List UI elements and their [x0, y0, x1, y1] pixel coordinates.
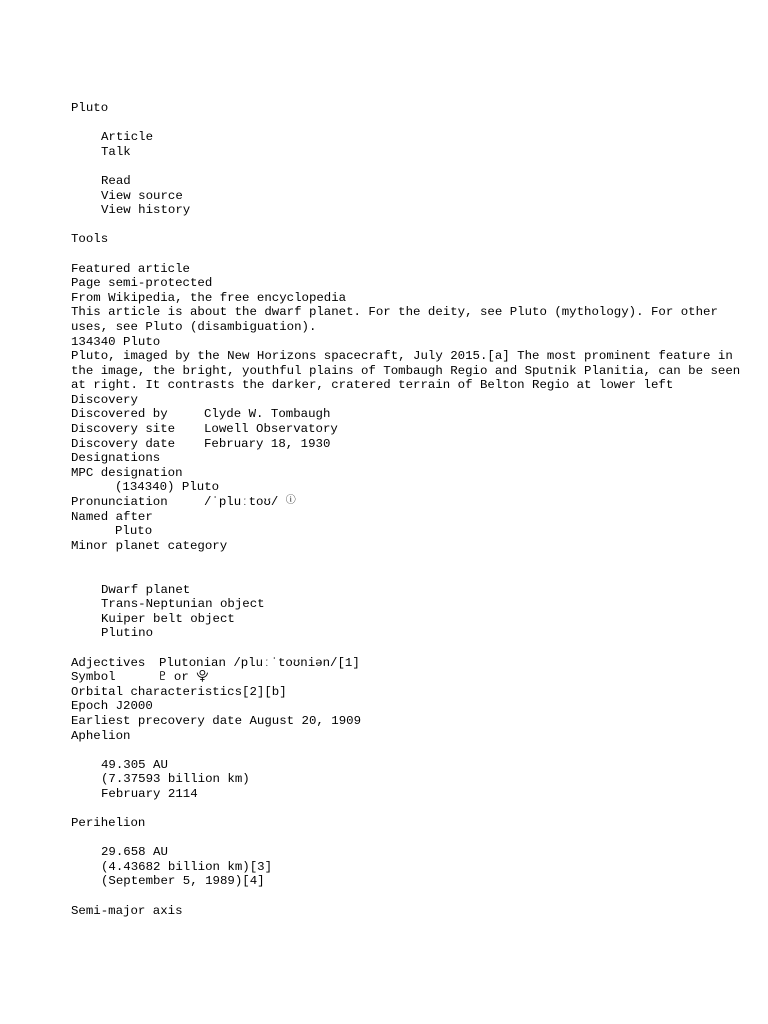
perihelion-label[interactable]: Perihelion [71, 816, 146, 831]
tab-read[interactable]: Read [101, 173, 131, 188]
mpc-designation-value: (134340) Pluto [115, 480, 220, 495]
tab-view-history[interactable]: View history [101, 203, 191, 218]
infobox-image-caption: Pluto, imaged by the New Horizons spacecraft, July 2015.[a] The most prominent feature in the image, the bright, youthful plains of Tombaugh Regio and Sputnik Planitia, can be seen at right. It contrasts the darker, cratered terrain of Belton Regio at lower left [71, 349, 741, 393]
discovered-by-row [71, 407, 741, 422]
pronunciation-value[interactable]: /ˈpluːtoʊ/ [204, 495, 279, 510]
minor-planet-category-item[interactable]: Trans-Neptunian object [101, 597, 265, 612]
precovery-label[interactable]: Earliest precovery date [71, 713, 243, 728]
minor-planet-category-item[interactable]: Dwarf planet [101, 582, 191, 597]
featured-article-badge[interactable]: Featured article [71, 261, 190, 276]
precovery-value: August 20, 1909 [249, 713, 362, 728]
mpc-designation-label[interactable]: MPC designation [71, 465, 183, 480]
named-after-label: Named after [71, 509, 153, 524]
symbol-value: ♇ or ⯓ [159, 670, 209, 685]
page-title: Pluto [71, 101, 109, 115]
discovery-site-value[interactable]: Lowell Observatory [204, 422, 338, 437]
audio-play-icon[interactable]: ⓘ [285, 496, 296, 508]
perihelion-value-au: 29.658 AU [101, 845, 168, 860]
minor-planet-category-label[interactable]: Minor planet category [71, 538, 228, 553]
infobox-heading: 134340 Pluto [71, 334, 161, 349]
semi-major-axis-label[interactable]: Semi-major axis [71, 903, 183, 918]
perihelion-value-km: (4.43682 billion km)[3] [101, 859, 273, 874]
aphelion-value-km: (7.37593 billion km) [101, 772, 250, 787]
semi-protected-badge[interactable]: Page semi-protected [71, 276, 213, 291]
discovered-by-label: Discovered by [71, 407, 168, 422]
discovery-site-label: Discovery site [71, 422, 176, 437]
symbol-label: Symbol [71, 670, 116, 685]
minor-planet-category-item[interactable]: Plutino [101, 626, 154, 641]
discovery-site-row [71, 422, 741, 437]
symbol-row [71, 670, 741, 685]
discovery-date-value: February 18, 1930 [204, 436, 331, 451]
designations-heading: Designations [71, 451, 161, 466]
article-page [71, 101, 741, 918]
tools-menu[interactable]: Tools [71, 232, 109, 247]
minor-planet-category-item[interactable]: Kuiper belt object [101, 611, 235, 626]
discovery-date-label: Discovery date [71, 436, 176, 451]
adjectives-value: Plutonian /pluːˈtoʊniən/[1] [159, 655, 360, 670]
perihelion-value-date: (September 5, 1989)[4] [101, 874, 265, 889]
precovery-row [71, 714, 741, 729]
aphelion-value-date: February 2114 [101, 786, 198, 801]
tab-view-source[interactable]: View source [101, 188, 183, 203]
site-tagline: From Wikipedia, the free encyclopedia [71, 290, 347, 305]
adjectives-row [71, 656, 741, 671]
aphelion-value-au: 49.305 AU [101, 757, 168, 772]
discovery-date-row [71, 437, 741, 452]
named-after-value[interactable]: Pluto [115, 524, 153, 539]
pronunciation-label: Pronunciation [71, 495, 168, 510]
orbital-characteristics-heading[interactable]: Orbital characteristics[2][b] [71, 684, 287, 699]
adjectives-label: Adjectives [71, 655, 146, 670]
pronunciation-row [71, 495, 741, 510]
discovered-by-value[interactable]: Clyde W. Tombaugh [204, 407, 331, 422]
discovery-heading: Discovery [71, 392, 138, 407]
tab-talk[interactable]: Talk [101, 144, 131, 159]
aphelion-label[interactable]: Aphelion [71, 728, 131, 743]
tab-article[interactable]: Article [101, 130, 154, 145]
epoch-label[interactable]: Epoch J2000 [71, 699, 153, 714]
hatnote: This article is about the dwarf planet. For the deity, see Pluto (mythology). For other uses, see Pluto (disambiguation). [71, 305, 718, 334]
